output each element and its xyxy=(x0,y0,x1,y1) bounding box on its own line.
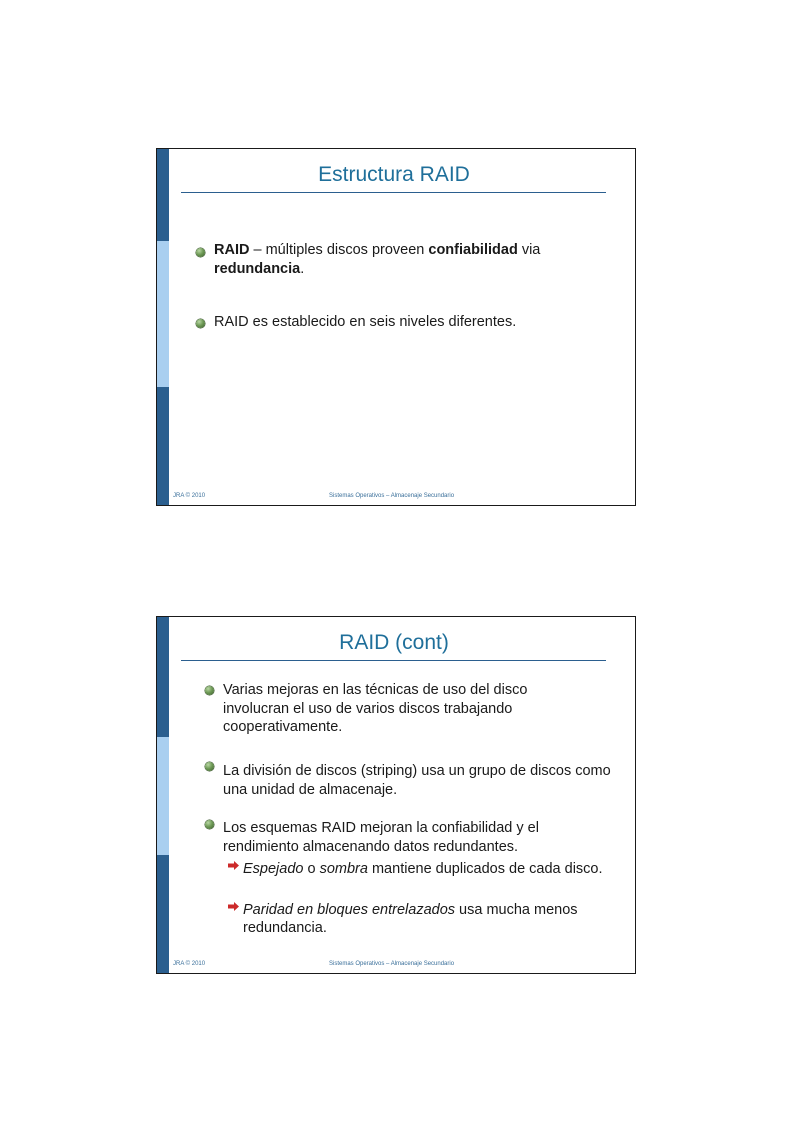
sidebar-segment xyxy=(157,737,169,855)
footer-course: Sistemas Operativos – Almacenaje Secundario xyxy=(329,493,455,499)
subbullet-mirroring xyxy=(243,860,613,878)
slide-raid-cont xyxy=(156,616,636,974)
footer-course: Sistemas Operativos – Almacenaje Secundario xyxy=(329,961,455,967)
bullet-icon xyxy=(196,319,205,328)
bullet-raid-levels: RAID es establecido en seis niveles diferentes. xyxy=(214,314,517,330)
slide-sidebar xyxy=(157,617,169,973)
title-underline xyxy=(181,192,606,193)
title-underline xyxy=(181,660,606,661)
subbullet-text: o xyxy=(303,861,320,877)
subbullet-italic: Paridad en bloques entrelazados xyxy=(243,902,456,918)
subbullet-text: usa mucha menos redundancia. xyxy=(243,902,578,936)
bullet-raid-schemes: Los esquemas RAID mejoran la confiabilidad y el rendimiento almacenando datos redundantes. xyxy=(223,820,539,855)
bullet-icon xyxy=(205,762,214,771)
subbullet-text: mantiene duplicados de cada disco. xyxy=(367,861,603,877)
bullet-bold: redundancia xyxy=(214,260,301,277)
bullet-bold: confiabilidad xyxy=(428,242,518,258)
bullet-text: via xyxy=(517,242,541,258)
footer-copyright: JRA © 2010 xyxy=(173,493,206,499)
subbullet-italic: Espejado xyxy=(243,861,304,877)
footer-copyright: JRA © 2010 xyxy=(173,961,206,967)
sidebar-segment xyxy=(157,617,169,737)
bullet-term: RAID xyxy=(214,242,250,258)
sidebar-segment xyxy=(157,855,169,974)
subbullet-parity xyxy=(243,901,628,937)
slide-sidebar xyxy=(157,149,169,505)
bullet-icon xyxy=(196,248,205,257)
sidebar-segment xyxy=(157,149,169,241)
arrow-bullet-icon xyxy=(228,902,239,911)
slide-estructura-raid xyxy=(156,148,636,506)
bullet-icon xyxy=(205,686,214,695)
bullet-text: . xyxy=(300,260,305,277)
bullet-disk-techniques: Varias mejoras en las técnicas de uso del disco involucran el uso de varios discos trabajando cooperativamente. xyxy=(223,682,528,735)
bullet-striping: La división de discos (striping) usa un grupo de discos como una unidad de almacenaje. xyxy=(223,763,611,798)
subbullet-italic: sombra xyxy=(319,861,368,877)
slide-title: RAID (cont) xyxy=(339,631,449,654)
sidebar-segment xyxy=(157,241,169,387)
bullet-text: – múltiples discos proveen xyxy=(249,242,429,258)
slide-title: Estructura RAID xyxy=(318,163,470,186)
bullet-icon xyxy=(205,820,214,829)
bullet-raid-definition xyxy=(214,241,604,278)
arrow-bullet-icon xyxy=(228,861,239,870)
sidebar-segment xyxy=(157,387,169,506)
